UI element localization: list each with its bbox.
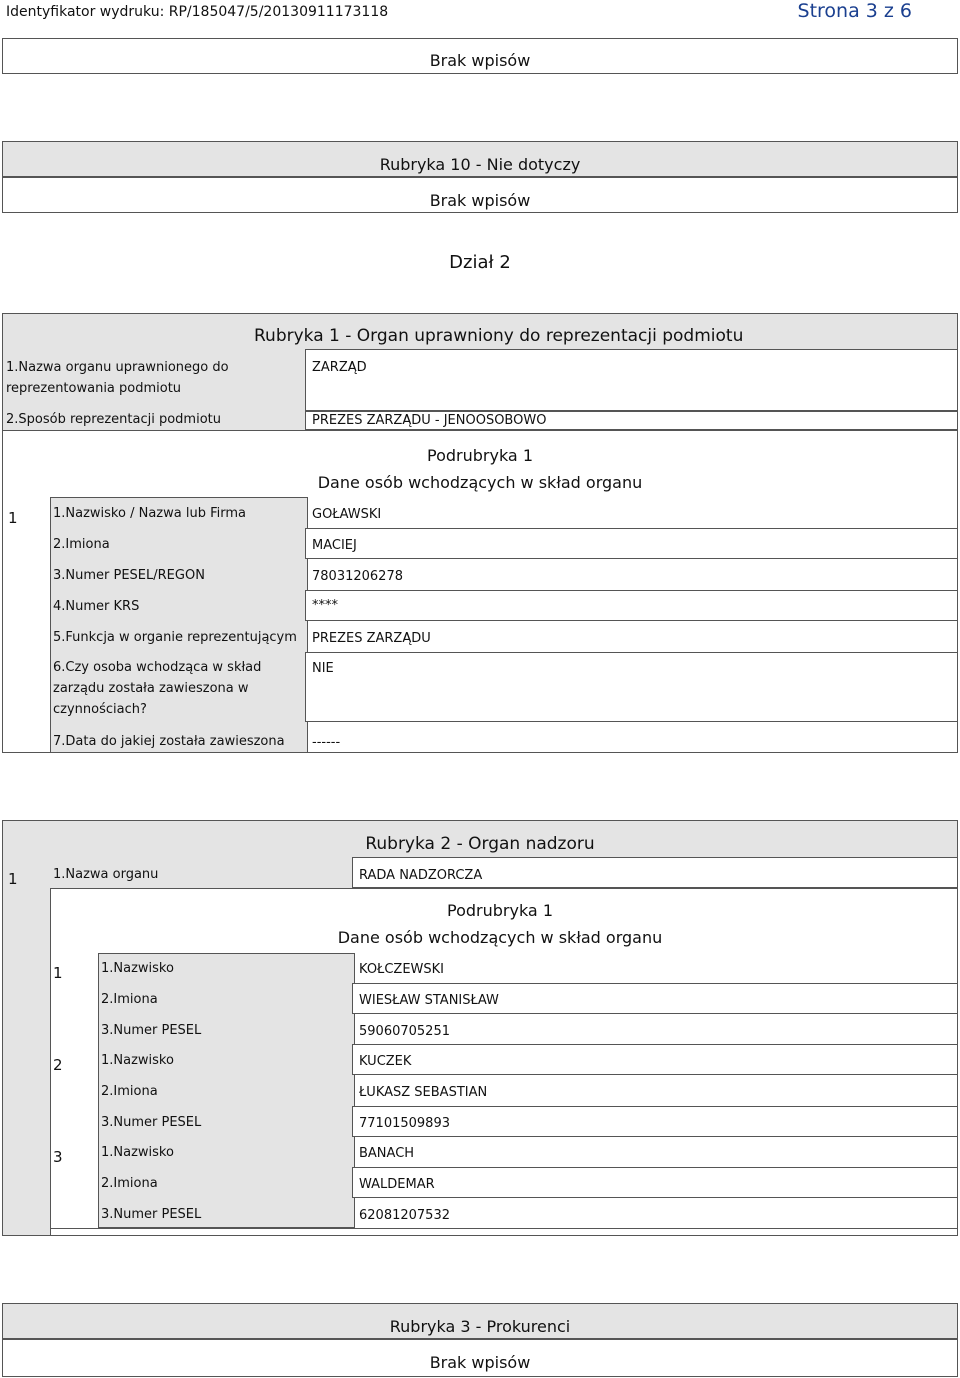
- r1-f5-label: 5.Funkcja w organie reprezentującym: [53, 630, 297, 645]
- person-surname: KOŁCZEWSKI: [359, 962, 445, 977]
- person-names: WIESŁAW STANISŁAW: [359, 993, 499, 1008]
- r1-f1-value: GOŁAWSKI: [312, 507, 382, 522]
- person-surname-label: 1.Nazwisko: [101, 961, 174, 976]
- r1-f4-value: ****: [312, 598, 338, 613]
- section-title: Dział 2: [449, 252, 511, 273]
- r1-f6-label: 6.Czy osoba wchodząca w skład zarządu została zawieszona w czynnościach?: [53, 660, 262, 717]
- person-surname-label: 1.Nazwisko: [101, 1053, 174, 1068]
- person-pesel-label: 3.Numer PESEL: [101, 1023, 202, 1038]
- r1-sub-subtitle: Dane osób wchodzących w skład organu: [317, 473, 643, 492]
- person-names-label: 2.Imiona: [101, 1176, 158, 1191]
- r1-field1-value: ZARZĄD: [312, 360, 367, 375]
- r1-f3-label: 3.Numer PESEL/REGON: [53, 568, 205, 583]
- r2-sub-subtitle: Dane osób wchodzących w skład organu: [337, 928, 663, 947]
- rubryka3-empty: Brak wpisów: [429, 1353, 531, 1372]
- r1-entry-number: 1: [8, 509, 18, 527]
- person-names-label: 2.Imiona: [101, 1084, 158, 1099]
- r1-f5-value: PREZES ZARZĄDU: [312, 631, 431, 646]
- print-identifier: Identyfikator wydruku: RP/185047/5/20130911173118: [6, 4, 389, 20]
- person-pesel: 59060705251: [359, 1024, 450, 1039]
- person-surname: KUCZEK: [359, 1054, 412, 1069]
- r1-f6-value: NIE: [312, 661, 334, 676]
- r2-sub-title: Podrubryka 1: [447, 901, 553, 920]
- r2-entry-number: 1: [8, 870, 18, 888]
- r1-f1-label: 1.Nazwisko / Nazwa lub Firma: [53, 506, 246, 521]
- rubryka10-empty: Brak wpisów: [429, 191, 531, 210]
- r1-field2-value: PREZES ZARZĄDU - JENOOSOBOWO: [312, 413, 547, 428]
- r2-organ-value: RADA NADZORCZA: [359, 868, 483, 883]
- r1-f7-label: 7.Data do jakiej została zawieszona: [53, 734, 285, 749]
- person-names: ŁUKASZ SEBASTIAN: [359, 1085, 488, 1100]
- person-names: WALDEMAR: [359, 1177, 435, 1192]
- r1-f4-label: 4.Numer KRS: [53, 599, 140, 614]
- r1-field1-label: 1.Nazwa organu uprawnionego do reprezentowania podmiotu: [6, 360, 229, 396]
- person-surname: BANACH: [359, 1146, 415, 1161]
- person-pesel: 77101509893: [359, 1116, 450, 1131]
- r1-field2-label: 2.Sposób reprezentacji podmiotu: [6, 412, 221, 427]
- person-names-label: 2.Imiona: [101, 992, 158, 1007]
- r1-f2-value: MACIEJ: [312, 538, 357, 553]
- rubryka3-title: Rubryka 3 - Prokurenci: [389, 1317, 571, 1336]
- person-pesel-label: 3.Numer PESEL: [101, 1115, 202, 1130]
- rubryka1-title: Rubryka 1 - Organ uprawniony do reprezentacji podmiotu: [254, 326, 744, 346]
- r1-f6-row: [305, 652, 958, 722]
- person-number: 1: [53, 964, 63, 982]
- r1-f2-label: 2.Imiona: [53, 537, 110, 552]
- page-number: Strona 3 z 6: [797, 0, 912, 22]
- r2-bottom-row: [50, 1228, 958, 1237]
- r2-organ-label: 1.Nazwa organu: [53, 867, 159, 882]
- r1-field1-value-box: [305, 349, 958, 411]
- r1-f2-row: [305, 528, 958, 559]
- person-pesel-label: 3.Numer PESEL: [101, 1207, 202, 1222]
- r1-f7-value: ------: [312, 735, 341, 750]
- rubryka2-title: Rubryka 2 - Organ nadzoru: [365, 834, 595, 854]
- r1-f3-value: 78031206278: [312, 569, 403, 584]
- person-names-row: [352, 1167, 958, 1198]
- person-number: 2: [53, 1056, 63, 1074]
- person-surname-label: 1.Nazwisko: [101, 1145, 174, 1160]
- rubryka10-title: Rubryka 10 - Nie dotyczy: [379, 155, 581, 174]
- person-surname-row: [352, 1044, 958, 1075]
- top-empty-text: Brak wpisów: [429, 51, 531, 70]
- person-number: 3: [53, 1148, 63, 1166]
- r1-f4-row: [305, 590, 958, 621]
- r1-sub-title: Podrubryka 1: [427, 446, 533, 465]
- person-pesel: 62081207532: [359, 1208, 450, 1223]
